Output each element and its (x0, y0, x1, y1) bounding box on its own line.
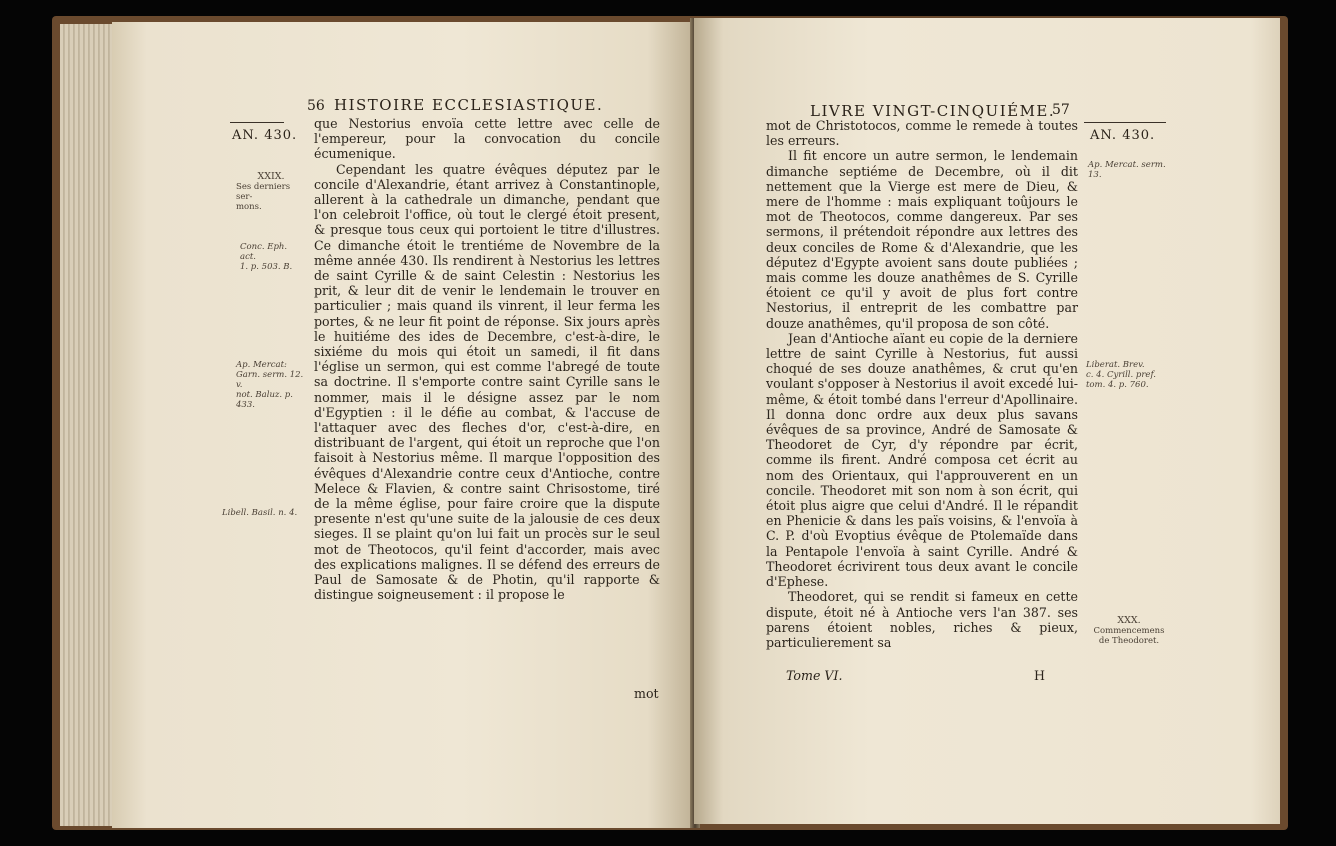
left-margin-rule (230, 122, 284, 123)
right-margin-note-1: Ap. Mercat. serm. 13. (1088, 160, 1166, 180)
left-folio: 56 (307, 98, 325, 114)
right-paragraph-1: mot de Christotocos, comme le remede à toutes les erreurs. (766, 118, 1078, 149)
right-body-text (766, 118, 1078, 650)
left-paragraph-2: Cependant les quatre évêques députez par le concile d'Alexandrie, étant arrivez à Constantinople, allerent à la cathedrale un dimanche, pendant que l'on celebroit l'office, où tout le clergé étoit present, & presque tous ceux qui portoient le titre d'illustres. Ce dimanche étoit le trentiéme de Novembre de la même année 430. Ils rendirent à Nestorius les lettres de saint Cyrille & de saint Celestin : Nestorius les prit, & leur dit de venir le lendemain le trouver en particulier ; mais quand ils vinrent, il leur ferma les portes, & ne leur fit point de réponse. Six jours après le huitiéme des ides de Decembre, c'est-à-dire, le sixiéme du mois qui étoit un samedi, il fit dans l'église un sermon, qui est comme l'abregé de toute sa doctrine. Il s'emporte contre saint Cyrille sans le nommer, mais il le désigne assez par le nom d'Egyptien : il le défie au combat, & l'accuse de l'attaquer avec des fleches d'or, c'est-à-dire, en distribuant de l'argent, qui étoit un reproche que l'on faisoit à Nestorius même. Il marque l'opposition des évêques d'Alexandrie contre ceux d'Antioche, contre Melece & Flavien, & contre saint Chrisostome, tiré de la même église, pour faire croire que la dispute presente n'est qu'une suite de la jalousie de ces deux sieges. Il se plaint qu'on lui fait un procès sur le seul mot de Theotocos, qu'il feint d'accorder, mais avec des explications malignes. Il se défend des erreurs de Paul de Samosate & de Photin, qu'il rapporte & distingue soigneusement : il propose le (314, 161, 660, 603)
left-body-text (314, 116, 660, 603)
left-running-head: HISTOIRE ECCLESIASTIQUE. (334, 96, 604, 114)
right-footer-volume: Tome VI. (786, 668, 843, 683)
right-folio: 57 (1052, 102, 1070, 118)
left-margin-note-4: Libell. Basil. n. 4. (222, 508, 298, 518)
right-year-marker: AN. 430. (1090, 128, 1156, 143)
left-year-marker: AN. 430. (232, 128, 298, 143)
right-paragraph-4: Theodoret, qui se rendit si fameux en cette dispute, étoit né à Antioche vers l'an 387. ses parens étoient nobles, riches & pieux, particulierement sa (766, 589, 1078, 650)
right-running-head: LIVRE VINGT-CINQUIÉME. (810, 102, 1056, 120)
left-paragraph-1: que Nestorius envoïa cette lettre avec celle de l'empereur, pour la convocation du concile écumenique. (314, 116, 660, 162)
right-paragraph-2: Il fit encore un autre sermon, le lendemain dimanche septiéme de Decembre, où il dit nettement que la Vierge est mere de Dieu, & mere de l'homme : mais expliquant toûjours le mot de Theotocos, comme dangereux. Par ses sermons, il prétendoit répondre aux lettres des deux conciles de Rome & d'Alexandrie, que les députez d'Egypte avoient sans doute publiées ; mais comme les douze anathêmes de S. Cyrille étoient ce qu'il y avoit de plus fort contre Nestorius, il entreprit de les combattre par douze anathêmes, qu'il proposa de son côté. (766, 148, 1078, 331)
left-catchword: mot (634, 686, 659, 701)
right-margin-note-3: XXX. Commencemens de Theodoret. (1093, 615, 1165, 646)
left-page (112, 22, 694, 828)
left-margin-note-1: XXIX. Ses derniers ser- mons. (236, 171, 291, 212)
left-margin-note-2: Conc. Eph. act. 1. p. 503. B. (240, 242, 293, 272)
right-margin-note-2: Liberat. Brev. c. 4. Cyrill. pref. tom. 4. p. 760. (1086, 360, 1156, 390)
right-paragraph-3: Jean d'Antioche aïant eu copie de la derniere lettre de saint Cyrille à Nestorius, fut aussi choqué de ses douze anathêmes, & crut qu'en voulant s'opposer à Nestorius il avoit excedé lui-même, & étoit tombé dans l'erreur d'Apollinaire. Il donna donc ordre aux deux plus savans évêques de sa province, André de Samosate & Theodoret de Cyr, d'y répondre par écrit, comme ils firent. André composa cet écrit au nom des Orientaux, qui l'approuverent en un concile. Theodoret mit son nom à son écrit, qui étoit plus aigre que celui d'André. Il le répandit en Phenicie & dans les païs voisins, & l'envoïa à C. P. d'où Evoptius évêque de Ptolemaïde dans la Pentapole l'envoïa à saint Cyrille. André & Theodoret écrivirent tous deux avant le concile d'Ephese. (766, 330, 1078, 590)
right-page (694, 18, 1280, 824)
right-margin-rule (1084, 122, 1166, 123)
left-margin-note-3: Ap. Mercat: Garn. serm. 12. v. not. Baluz. p. 433. (236, 360, 304, 410)
page-edges (60, 24, 112, 826)
right-footer-signature: H (1034, 668, 1045, 683)
